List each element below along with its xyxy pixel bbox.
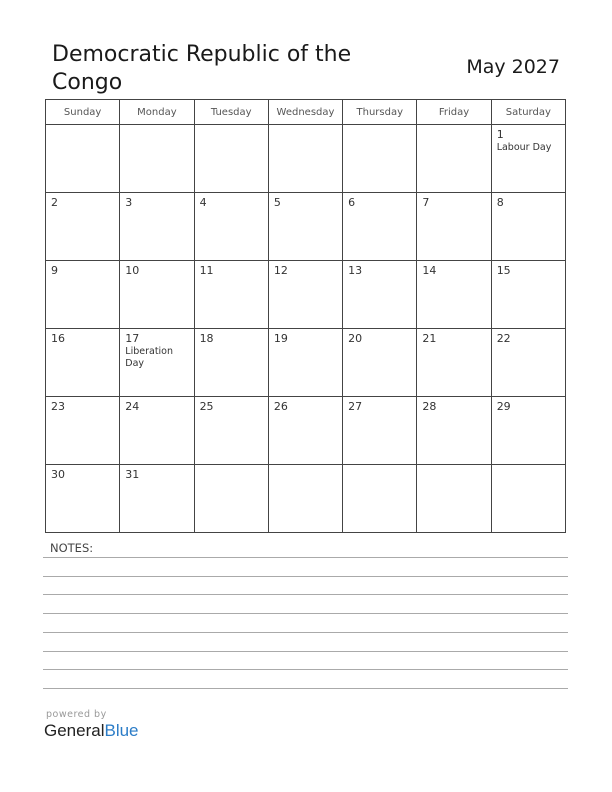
day-cell bbox=[491, 329, 565, 397]
weekday-header: Friday bbox=[417, 100, 491, 125]
day-number: 10 bbox=[125, 264, 140, 277]
calendar-week-row bbox=[46, 125, 566, 193]
weekday-header: Saturday bbox=[491, 100, 565, 125]
brand-blue: Blue bbox=[104, 721, 139, 740]
day-cell bbox=[417, 397, 491, 465]
notes-label: NOTES: bbox=[50, 541, 94, 555]
day-number: 24 bbox=[125, 400, 140, 413]
day-cell bbox=[268, 397, 342, 465]
day-number: 20 bbox=[348, 332, 363, 345]
day-cell bbox=[120, 261, 194, 329]
day-cell bbox=[46, 397, 120, 465]
generalblue-logo bbox=[44, 721, 139, 741]
day-number: 6 bbox=[348, 196, 356, 209]
day-number: 25 bbox=[199, 400, 214, 413]
weekday-header: Monday bbox=[120, 100, 194, 125]
calendar-title: Democratic Republic of the Congo bbox=[52, 42, 352, 95]
day-cell bbox=[417, 193, 491, 261]
note-line bbox=[43, 594, 568, 595]
day-cell bbox=[491, 397, 565, 465]
note-line bbox=[43, 557, 568, 558]
note-line bbox=[43, 576, 568, 577]
day-cell bbox=[343, 193, 417, 261]
weekday-header: Tuesday bbox=[194, 100, 268, 125]
day-number: 31 bbox=[125, 468, 140, 481]
day-cell bbox=[194, 193, 268, 261]
empty-day-cell bbox=[194, 125, 268, 193]
day-number: 13 bbox=[348, 264, 363, 277]
day-cell bbox=[268, 329, 342, 397]
day-number: 21 bbox=[422, 332, 437, 345]
day-number: 3 bbox=[125, 196, 133, 209]
powered-by-text: powered by bbox=[46, 709, 107, 720]
day-number: 18 bbox=[199, 332, 214, 345]
brand-general: General bbox=[44, 721, 105, 740]
day-cell bbox=[417, 261, 491, 329]
day-cell bbox=[194, 261, 268, 329]
day-number: 15 bbox=[496, 264, 511, 277]
empty-day-cell bbox=[417, 465, 491, 533]
day-number: 8 bbox=[496, 196, 504, 209]
day-number: 19 bbox=[273, 332, 288, 345]
day-cell bbox=[417, 329, 491, 397]
day-number: 17 bbox=[125, 332, 140, 345]
day-number: 12 bbox=[273, 264, 288, 277]
empty-day-cell bbox=[343, 125, 417, 193]
empty-day-cell bbox=[194, 465, 268, 533]
day-cell bbox=[343, 261, 417, 329]
day-cell bbox=[343, 329, 417, 397]
note-line bbox=[43, 688, 568, 689]
day-cell bbox=[46, 329, 120, 397]
note-line bbox=[43, 669, 568, 670]
day-cell bbox=[120, 465, 194, 533]
holiday-label: Liberation Day bbox=[125, 346, 174, 369]
calendar-week-row bbox=[46, 329, 566, 397]
weekday-header: Thursday bbox=[343, 100, 417, 125]
day-cell bbox=[120, 193, 194, 261]
weekday-header: Wednesday bbox=[268, 100, 342, 125]
day-cell bbox=[268, 193, 342, 261]
day-cell bbox=[491, 193, 565, 261]
note-line bbox=[43, 613, 568, 614]
day-cell bbox=[491, 261, 565, 329]
calendar-week-row bbox=[46, 193, 566, 261]
empty-day-cell bbox=[268, 465, 342, 533]
empty-day-cell bbox=[268, 125, 342, 193]
day-number: 22 bbox=[496, 332, 511, 345]
empty-day-cell bbox=[491, 465, 565, 533]
day-cell bbox=[120, 329, 194, 397]
day-cell bbox=[194, 397, 268, 465]
day-number: 29 bbox=[496, 400, 511, 413]
day-number: 26 bbox=[273, 400, 288, 413]
day-cell bbox=[491, 125, 565, 193]
holiday-label: Labour Day bbox=[496, 142, 552, 153]
day-cell bbox=[268, 261, 342, 329]
calendar-week-row bbox=[46, 261, 566, 329]
day-cell bbox=[343, 397, 417, 465]
day-number: 23 bbox=[51, 400, 65, 413]
note-line bbox=[43, 651, 568, 652]
calendar-grid bbox=[45, 99, 566, 533]
empty-day-cell bbox=[46, 125, 120, 193]
day-cell bbox=[46, 465, 120, 533]
day-number: 1 bbox=[496, 128, 504, 141]
calendar-month: May 2027 bbox=[466, 56, 560, 78]
calendar-week-row bbox=[46, 397, 566, 465]
day-number: 14 bbox=[422, 264, 437, 277]
day-number: 7 bbox=[422, 196, 430, 209]
calendar-week-row bbox=[46, 465, 566, 533]
day-cell bbox=[120, 397, 194, 465]
empty-day-cell bbox=[417, 125, 491, 193]
day-cell bbox=[194, 329, 268, 397]
day-number: 27 bbox=[348, 400, 363, 413]
day-number: 5 bbox=[273, 196, 281, 209]
note-line bbox=[43, 632, 568, 633]
weekday-header-row bbox=[46, 100, 566, 125]
empty-day-cell bbox=[120, 125, 194, 193]
day-cell bbox=[46, 261, 120, 329]
day-number: 4 bbox=[199, 196, 207, 209]
empty-day-cell bbox=[343, 465, 417, 533]
day-number: 2 bbox=[51, 196, 58, 209]
day-number: 30 bbox=[51, 468, 65, 481]
day-cell bbox=[46, 193, 120, 261]
day-number: 16 bbox=[51, 332, 65, 345]
weekday-header: Sunday bbox=[46, 100, 120, 125]
day-number: 11 bbox=[199, 264, 214, 277]
day-number: 28 bbox=[422, 400, 437, 413]
day-number: 9 bbox=[51, 264, 58, 277]
